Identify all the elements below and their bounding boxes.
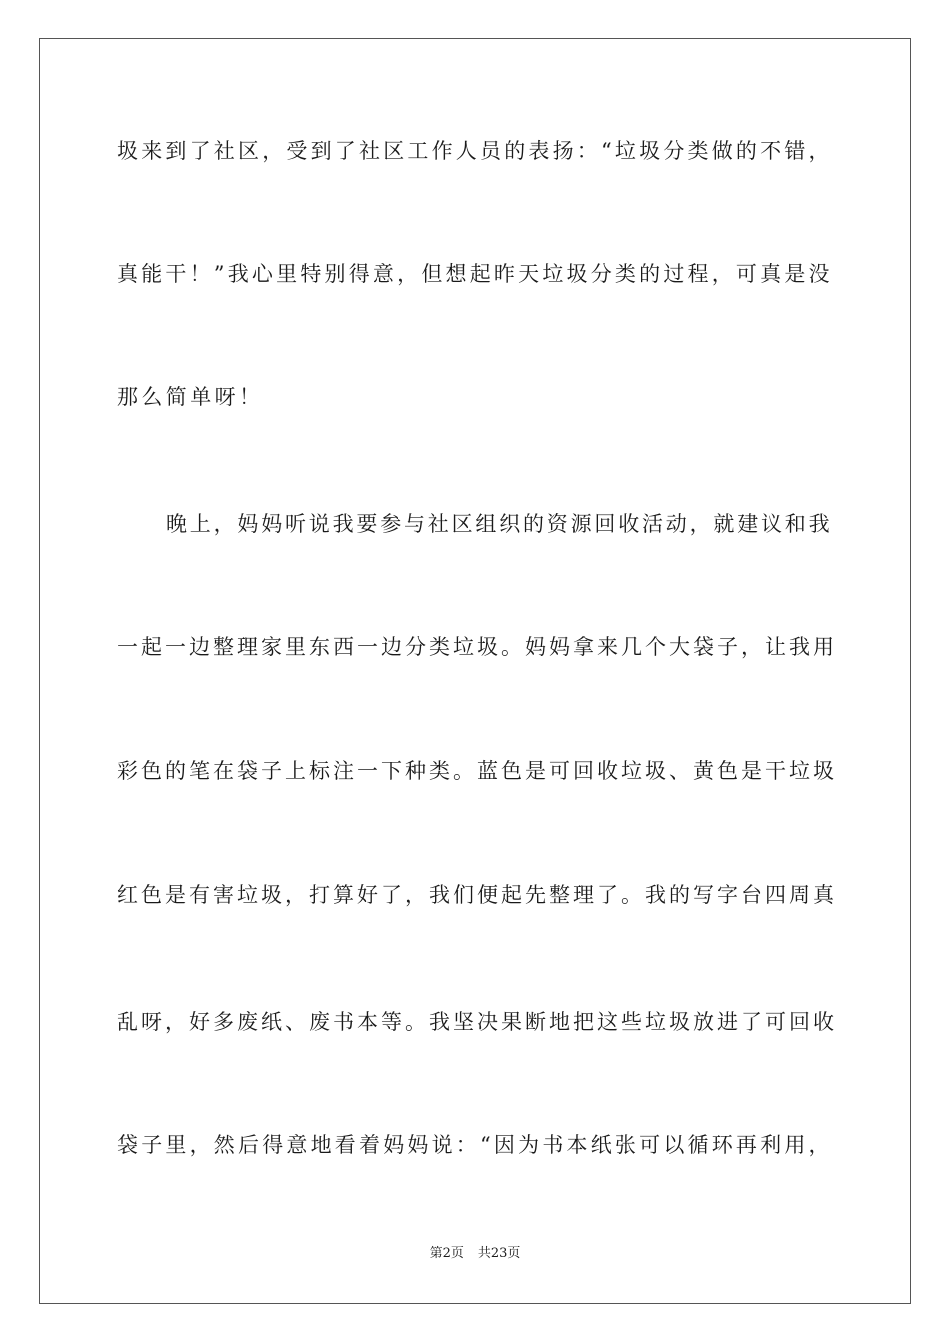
body-line-7: 红色是有害垃圾，打算好了，我们便起先整理了。我的写字台四周真: [117, 883, 837, 907]
body-line-8: 乱呀，好多废纸、废书本等。我坚决果断地把这些垃圾放进了可回收: [117, 1010, 837, 1034]
total-pages: 共23页: [477, 1246, 521, 1261]
body-line-4: 晚上，妈妈听说我要参与社区组织的资源回收活动，就建议和我: [166, 512, 833, 536]
page-footer: [0, 1246, 950, 1262]
body-line-5: 一起一边整理家里东西一边分类垃圾。妈妈拿来几个大袋子，让我用: [117, 635, 837, 659]
body-line-2: 真能干！”我心里特别得意，但想起昨天垃圾分类的过程，可真是没: [117, 262, 833, 286]
body-line-3: 那么简单呀！: [117, 385, 264, 409]
body-line-6: 彩色的笔在袋子上标注一下种类。蓝色是可回收垃圾、黄色是干垃圾: [117, 759, 837, 783]
body-line-1: 圾来到了社区，受到了社区工作人员的表扬：“垃圾分类做的不错，: [117, 139, 833, 163]
page-border: [39, 38, 911, 1304]
page-number: 第2页: [429, 1246, 464, 1261]
body-line-9: 袋子里，然后得意地看着妈妈说：“因为书本纸张可以循环再利用，: [117, 1133, 833, 1157]
